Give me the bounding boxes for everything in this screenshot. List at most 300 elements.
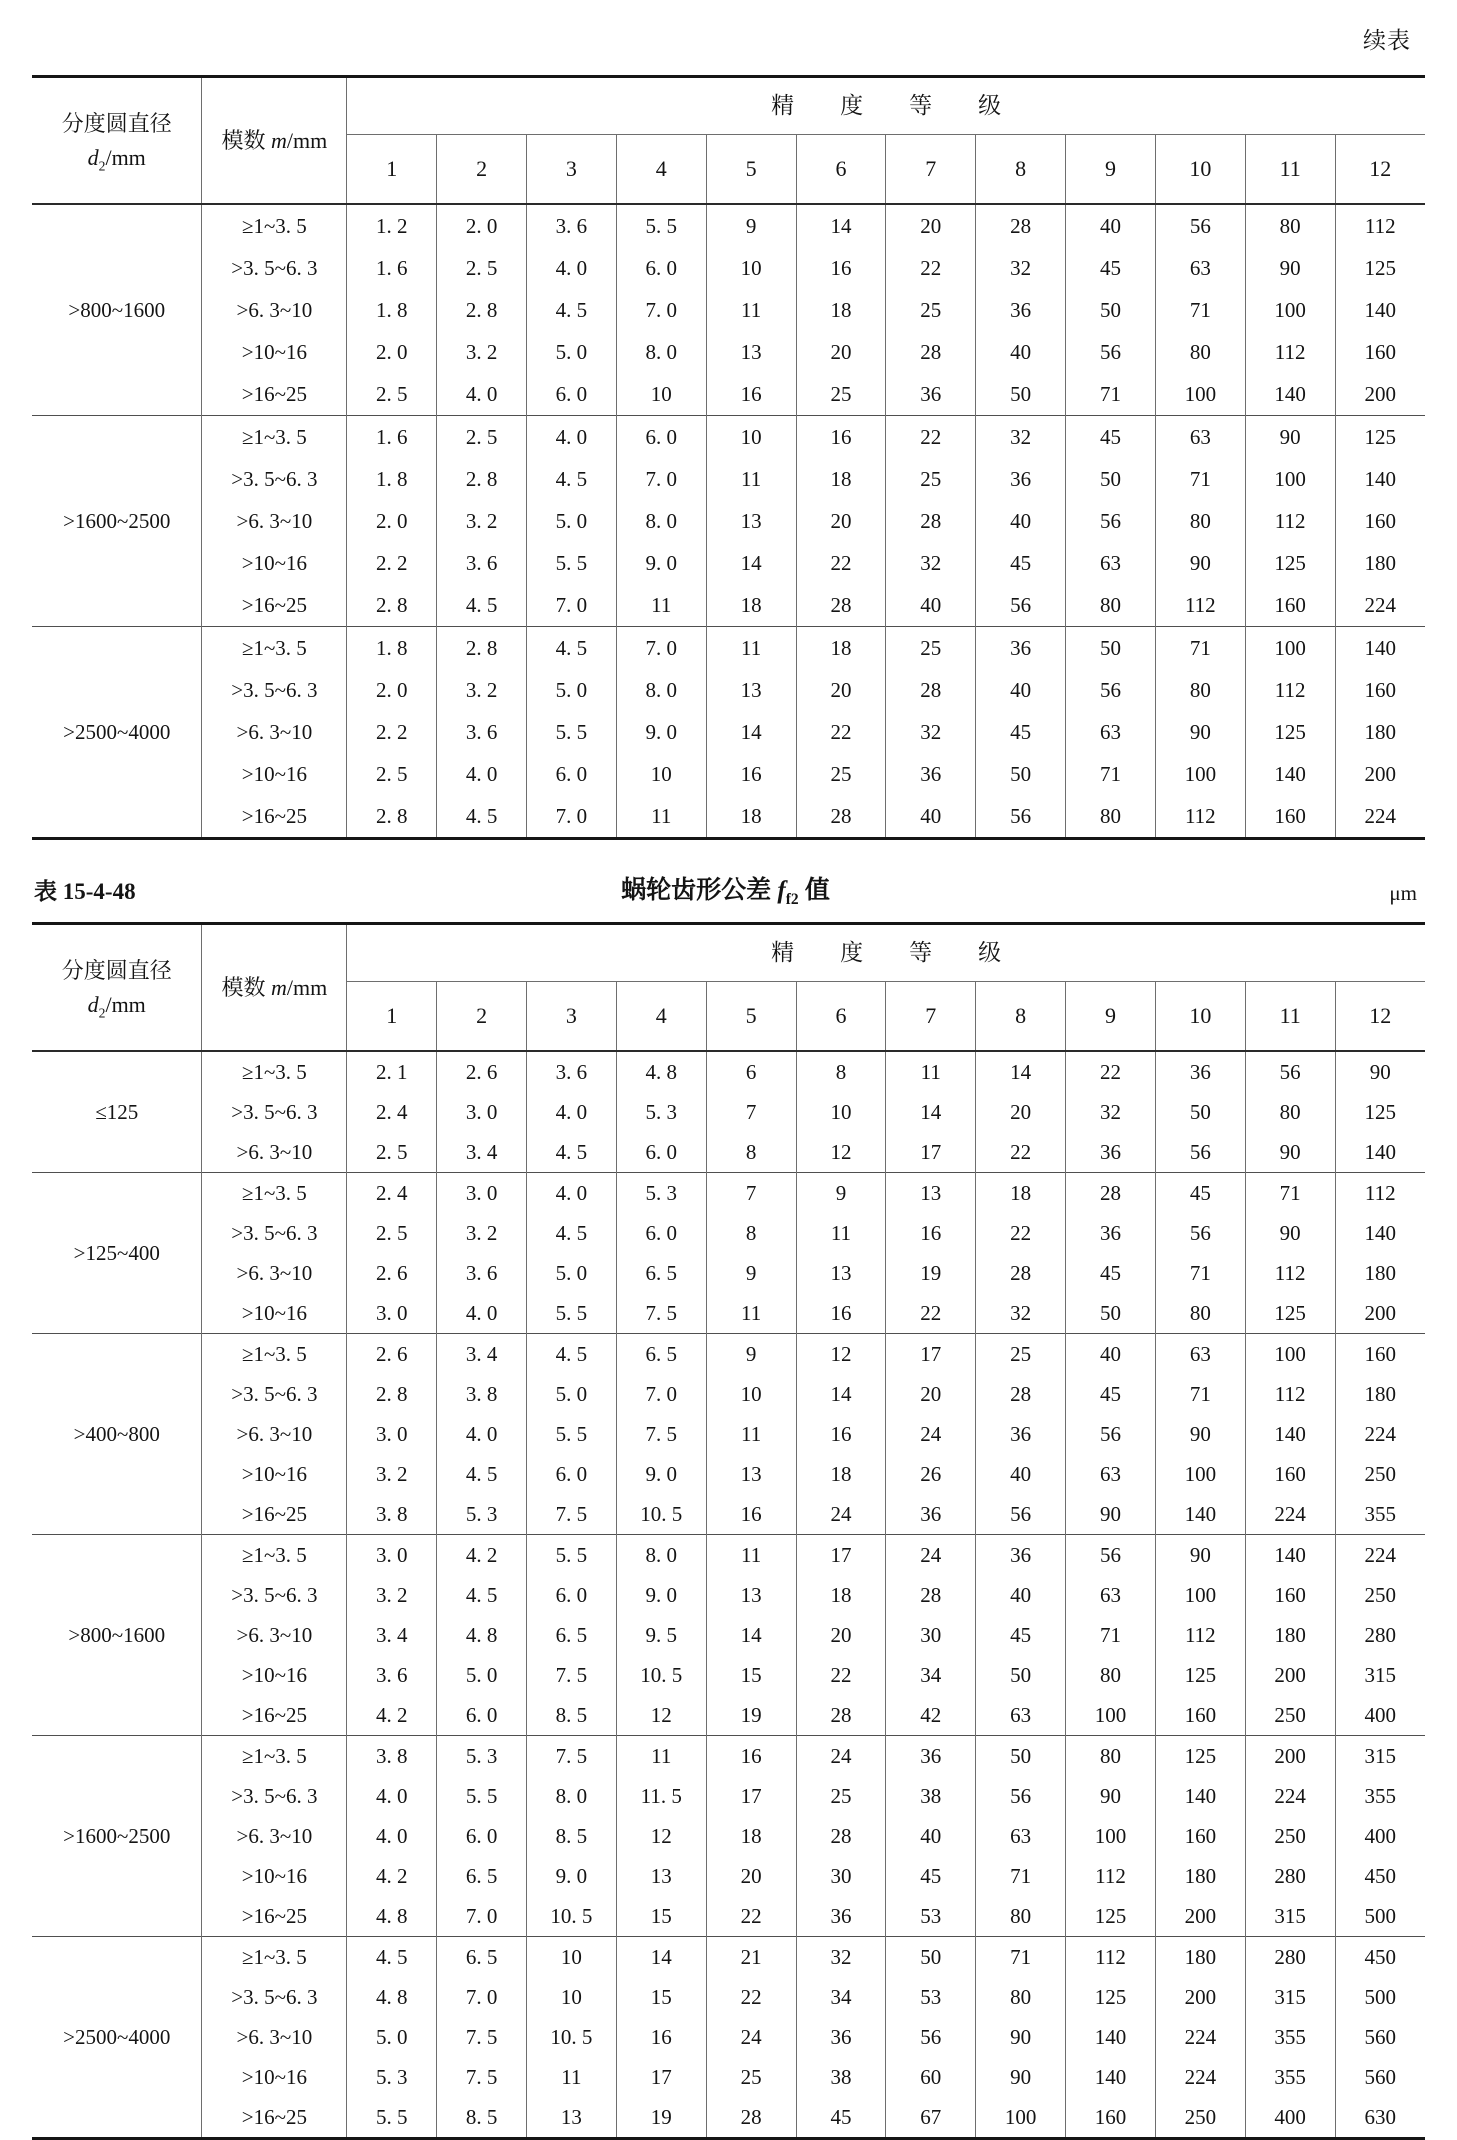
tolerance-value-cell: 90 bbox=[1155, 1535, 1245, 1576]
tolerance-value-cell: 140 bbox=[1245, 373, 1335, 416]
tolerance-value-cell: 4. 0 bbox=[347, 1776, 437, 1816]
accuracy-grade-header: 精 度 等 级 bbox=[347, 77, 1425, 135]
tolerance-value-cell: 24 bbox=[706, 2017, 796, 2057]
module-range-cell: >10~16 bbox=[202, 1454, 347, 1494]
tolerance-value-cell: 8. 0 bbox=[616, 500, 706, 542]
tolerance-value-cell: 112 bbox=[1155, 584, 1245, 627]
tolerance-value-cell: 28 bbox=[796, 584, 886, 627]
tolerance-value-cell: 11 bbox=[526, 2057, 616, 2097]
tolerance-value-cell: 7. 5 bbox=[437, 2017, 527, 2057]
table-title: 蜗轮齿形公差 $f_{f2}$ 值 bbox=[621, 877, 830, 908]
tolerance-value-cell: 9 bbox=[706, 1334, 796, 1375]
tolerance-value-cell: 2. 0 bbox=[347, 500, 437, 542]
tolerance-value-cell: 22 bbox=[886, 247, 976, 289]
tolerance-value-cell: 5. 5 bbox=[616, 204, 706, 247]
tolerance-value-cell: 2. 8 bbox=[437, 289, 527, 331]
tolerance-value-cell: 24 bbox=[796, 1736, 886, 1777]
tolerance-value-cell: 56 bbox=[976, 1776, 1066, 1816]
tolerance-value-cell: 140 bbox=[1335, 627, 1425, 670]
tolerance-value-cell: 40 bbox=[886, 584, 976, 627]
module-range-cell: >3. 5~6. 3 bbox=[202, 458, 347, 500]
tolerance-value-cell: 250 bbox=[1245, 1695, 1335, 1736]
tolerance-value-cell: 19 bbox=[886, 1253, 976, 1293]
tolerance-value-cell: 63 bbox=[1155, 247, 1245, 289]
tolerance-value-cell: 160 bbox=[1066, 2097, 1156, 2139]
tolerance-value-cell: 36 bbox=[796, 1896, 886, 1937]
tolerance-value-cell: 3. 0 bbox=[347, 1414, 437, 1454]
module-range-cell: >6. 3~10 bbox=[202, 2017, 347, 2057]
tolerance-value-cell: 71 bbox=[1155, 289, 1245, 331]
tolerance-value-cell: 9 bbox=[796, 1173, 886, 1214]
tolerance-value-cell: 56 bbox=[1066, 669, 1156, 711]
tolerance-value-cell: 1. 2 bbox=[347, 204, 437, 247]
tolerance-value-cell: 80 bbox=[1066, 584, 1156, 627]
tolerance-value-cell: 140 bbox=[1245, 753, 1335, 795]
tolerance-value-cell: 125 bbox=[1245, 711, 1335, 753]
tolerance-value-cell: 200 bbox=[1335, 1293, 1425, 1334]
tolerance-value-cell: 71 bbox=[1155, 1253, 1245, 1293]
tolerance-value-cell: 34 bbox=[886, 1655, 976, 1695]
tolerance-value-cell: 71 bbox=[1066, 373, 1156, 416]
tolerance-value-cell: 28 bbox=[976, 204, 1066, 247]
module-range-cell: >6. 3~10 bbox=[202, 711, 347, 753]
tolerance-value-cell: 80 bbox=[1155, 669, 1245, 711]
tolerance-value-cell: 28 bbox=[886, 1575, 976, 1615]
tolerance-value-cell: 50 bbox=[976, 1655, 1066, 1695]
tolerance-value-cell: 13 bbox=[706, 1575, 796, 1615]
tolerance-value-cell: 160 bbox=[1335, 1334, 1425, 1375]
tolerance-value-cell: 45 bbox=[976, 711, 1066, 753]
tolerance-value-cell: 250 bbox=[1335, 1575, 1425, 1615]
module-range-cell: ≥1~3. 5 bbox=[202, 1535, 347, 1576]
module-range-cell: >6. 3~10 bbox=[202, 289, 347, 331]
table-row bbox=[32, 542, 1425, 584]
tolerance-value-cell: 90 bbox=[1155, 711, 1245, 753]
tolerance-value-cell: 22 bbox=[796, 542, 886, 584]
diameter-range-cell: ≤125 bbox=[32, 1051, 202, 1173]
tolerance-value-cell: 63 bbox=[1155, 1334, 1245, 1375]
module-range-cell: >16~25 bbox=[202, 1494, 347, 1535]
table-row bbox=[32, 1374, 1425, 1414]
tolerance-value-cell: 32 bbox=[1066, 1092, 1156, 1132]
tolerance-value-cell: 2. 8 bbox=[347, 584, 437, 627]
tolerance-value-cell: 90 bbox=[1155, 1414, 1245, 1454]
tolerance-value-cell: 4. 0 bbox=[526, 416, 616, 459]
tolerance-value-cell: 10 bbox=[526, 1937, 616, 1978]
tolerance-value-cell: 19 bbox=[706, 1695, 796, 1736]
tolerance-value-cell: 56 bbox=[976, 584, 1066, 627]
module-range-cell: >3. 5~6. 3 bbox=[202, 1776, 347, 1816]
tolerance-value-cell: 3. 6 bbox=[437, 711, 527, 753]
tolerance-value-cell: 100 bbox=[1245, 627, 1335, 670]
tolerance-value-cell: 180 bbox=[1155, 1856, 1245, 1896]
module-range-cell: >3. 5~6. 3 bbox=[202, 1977, 347, 2017]
diameter-symbol-line: $d_2/mm$ bbox=[87, 144, 146, 173]
table-row bbox=[32, 1494, 1425, 1535]
tolerance-value-cell: 71 bbox=[1245, 1173, 1335, 1214]
tolerance-value-cell: 13 bbox=[706, 500, 796, 542]
tolerance-value-cell: 11 bbox=[706, 627, 796, 670]
module-range-cell: >3. 5~6. 3 bbox=[202, 1575, 347, 1615]
tolerance-value-cell: 6. 5 bbox=[526, 1615, 616, 1655]
tolerance-value-cell: 90 bbox=[1245, 1132, 1335, 1173]
tolerance-value-cell: 24 bbox=[886, 1535, 976, 1576]
module-column-header: 模数 m/mm bbox=[202, 77, 347, 205]
tolerance-value-cell: 32 bbox=[796, 1937, 886, 1978]
tolerance-value-cell: 140 bbox=[1335, 289, 1425, 331]
tolerance-value-cell: 63 bbox=[1066, 542, 1156, 584]
tolerance-value-cell: 11 bbox=[706, 289, 796, 331]
tolerance-value-cell: 2. 6 bbox=[347, 1253, 437, 1293]
tolerance-value-cell: 11 bbox=[886, 1051, 976, 1092]
tolerance-value-cell: 28 bbox=[886, 669, 976, 711]
diameter-range-cell: >800~1600 bbox=[32, 1535, 202, 1736]
tolerance-value-cell: 100 bbox=[976, 2097, 1066, 2139]
tolerance-value-cell: 100 bbox=[1155, 1575, 1245, 1615]
diameter-column-header bbox=[32, 77, 202, 205]
tolerance-value-cell: 125 bbox=[1066, 1896, 1156, 1937]
tolerance-value-cell: 2. 8 bbox=[437, 627, 527, 670]
tolerance-value-cell: 8 bbox=[706, 1132, 796, 1173]
tolerance-value-cell: 100 bbox=[1245, 1334, 1335, 1375]
tolerance-value-cell: 32 bbox=[976, 1293, 1066, 1334]
table-row bbox=[32, 753, 1425, 795]
tolerance-value-cell: 25 bbox=[886, 458, 976, 500]
table-row bbox=[32, 500, 1425, 542]
tolerance-value-cell: 9. 0 bbox=[616, 1454, 706, 1494]
tolerance-value-cell: 400 bbox=[1335, 1695, 1425, 1736]
grade-column-header: 1 bbox=[347, 982, 437, 1052]
tolerance-value-cell: 13 bbox=[616, 1856, 706, 1896]
tolerance-value-cell: 14 bbox=[886, 1092, 976, 1132]
tolerance-value-cell: 36 bbox=[886, 1736, 976, 1777]
tolerance-value-cell: 10 bbox=[616, 373, 706, 416]
tolerance-value-cell: 200 bbox=[1335, 753, 1425, 795]
module-range-cell: >3. 5~6. 3 bbox=[202, 669, 347, 711]
module-range-cell: >10~16 bbox=[202, 2057, 347, 2097]
tolerance-value-cell: 2. 5 bbox=[437, 416, 527, 459]
module-range-cell: ≥1~3. 5 bbox=[202, 627, 347, 670]
tolerance-value-cell: 22 bbox=[796, 711, 886, 753]
diameter-range-cell: >1600~2500 bbox=[32, 1736, 202, 1937]
tolerance-value-cell: 112 bbox=[1335, 1173, 1425, 1214]
tolerance-value-cell: 10. 5 bbox=[616, 1655, 706, 1695]
tolerance-value-cell: 5. 5 bbox=[526, 542, 616, 584]
grade-column-header: 12 bbox=[1335, 135, 1425, 205]
diameter-range-cell: >2500~4000 bbox=[32, 1937, 202, 2139]
tolerance-value-cell: 6. 0 bbox=[526, 1575, 616, 1615]
tolerance-value-cell: 3. 6 bbox=[526, 204, 616, 247]
tolerance-value-cell: 200 bbox=[1155, 1977, 1245, 2017]
tolerance-value-cell: 355 bbox=[1245, 2017, 1335, 2057]
tolerance-value-cell: 224 bbox=[1335, 795, 1425, 839]
tolerance-value-cell: 17 bbox=[796, 1535, 886, 1576]
tolerance-value-cell: 50 bbox=[1066, 627, 1156, 670]
tolerance-value-cell: 224 bbox=[1245, 1494, 1335, 1535]
tolerance-value-cell: 56 bbox=[976, 795, 1066, 839]
module-range-cell: >6. 3~10 bbox=[202, 1132, 347, 1173]
tolerance-value-cell: 2. 4 bbox=[347, 1173, 437, 1214]
tolerance-value-cell: 50 bbox=[976, 1736, 1066, 1777]
tolerance-value-cell: 6. 0 bbox=[616, 1213, 706, 1253]
tolerance-value-cell: 11 bbox=[706, 458, 796, 500]
tolerance-value-cell: 22 bbox=[796, 1655, 886, 1695]
tolerance-value-cell: 30 bbox=[886, 1615, 976, 1655]
tolerance-value-cell: 56 bbox=[1066, 1414, 1156, 1454]
tolerance-value-cell: 4. 5 bbox=[526, 458, 616, 500]
module-range-cell: >3. 5~6. 3 bbox=[202, 247, 347, 289]
tolerance-value-cell: 100 bbox=[1155, 753, 1245, 795]
tolerance-value-cell: 7. 0 bbox=[616, 627, 706, 670]
tolerance-value-cell: 40 bbox=[976, 500, 1066, 542]
tolerance-value-cell: 45 bbox=[1066, 1374, 1156, 1414]
tolerance-value-cell: 4. 2 bbox=[347, 1856, 437, 1896]
tolerance-value-cell: 63 bbox=[976, 1816, 1066, 1856]
tolerance-value-cell: 40 bbox=[1066, 204, 1156, 247]
tolerance-value-cell: 6. 0 bbox=[526, 1454, 616, 1494]
tolerance-value-cell: 36 bbox=[976, 289, 1066, 331]
diameter-range-cell: >125~400 bbox=[32, 1173, 202, 1334]
diameter-column-header bbox=[32, 924, 202, 1052]
tolerance-value-cell: 18 bbox=[796, 289, 886, 331]
tolerance-value-cell: 8. 5 bbox=[526, 1816, 616, 1856]
tolerance-value-cell: 7. 5 bbox=[437, 2057, 527, 2097]
tolerance-value-cell: 12 bbox=[796, 1334, 886, 1375]
table-row bbox=[32, 289, 1425, 331]
tolerance-value-cell: 3. 0 bbox=[347, 1293, 437, 1334]
tolerance-value-cell: 9. 0 bbox=[616, 542, 706, 584]
table-row bbox=[32, 1977, 1425, 2017]
tolerance-value-cell: 28 bbox=[796, 1695, 886, 1736]
tolerance-value-cell: 22 bbox=[886, 416, 976, 459]
tolerance-value-cell: 25 bbox=[796, 1776, 886, 1816]
tolerance-value-cell: 28 bbox=[976, 1374, 1066, 1414]
tolerance-value-cell: 45 bbox=[796, 2097, 886, 2139]
tolerance-value-cell: 14 bbox=[976, 1051, 1066, 1092]
tolerance-value-cell: 32 bbox=[886, 711, 976, 753]
tolerance-value-cell: 9. 0 bbox=[616, 711, 706, 753]
tolerance-value-cell: 13 bbox=[706, 331, 796, 373]
tolerance-value-cell: 400 bbox=[1335, 1816, 1425, 1856]
tolerance-value-cell: 12 bbox=[616, 1816, 706, 1856]
tolerance-value-cell: 5. 0 bbox=[526, 500, 616, 542]
tolerance-value-cell: 180 bbox=[1335, 711, 1425, 753]
table-row bbox=[32, 416, 1425, 459]
tolerance-value-cell: 125 bbox=[1245, 542, 1335, 584]
tolerance-value-cell: 16 bbox=[796, 1293, 886, 1334]
tolerance-value-cell: 5. 0 bbox=[526, 1374, 616, 1414]
tolerance-value-cell: 140 bbox=[1245, 1414, 1335, 1454]
table-row bbox=[32, 2017, 1425, 2057]
module-column-header: 模数 m/mm bbox=[202, 924, 347, 1052]
tolerance-value-cell: 7 bbox=[706, 1092, 796, 1132]
tolerance-value-cell: 3. 2 bbox=[437, 500, 527, 542]
grade-column-header: 5 bbox=[706, 135, 796, 205]
tolerance-value-cell: 2. 0 bbox=[347, 331, 437, 373]
tolerance-value-cell: 6. 0 bbox=[437, 1816, 527, 1856]
tolerance-value-cell: 140 bbox=[1335, 1213, 1425, 1253]
table-precision-grades-continued bbox=[32, 75, 1425, 840]
module-range-cell: >6. 3~10 bbox=[202, 1414, 347, 1454]
tolerance-value-cell: 11 bbox=[616, 795, 706, 839]
tolerance-value-cell: 11. 5 bbox=[616, 1776, 706, 1816]
tolerance-value-cell: 15 bbox=[616, 1896, 706, 1937]
tolerance-value-cell: 2. 5 bbox=[347, 753, 437, 795]
module-range-cell: ≥1~3. 5 bbox=[202, 1334, 347, 1375]
tolerance-value-cell: 36 bbox=[886, 373, 976, 416]
tolerance-value-cell: 32 bbox=[976, 416, 1066, 459]
tolerance-value-cell: 315 bbox=[1335, 1655, 1425, 1695]
tolerance-value-cell: 50 bbox=[886, 1937, 976, 1978]
tolerance-value-cell: 160 bbox=[1245, 795, 1335, 839]
module-range-cell: >3. 5~6. 3 bbox=[202, 1374, 347, 1414]
tolerance-value-cell: 5. 3 bbox=[616, 1173, 706, 1214]
tolerance-value-cell: 140 bbox=[1335, 458, 1425, 500]
module-range-cell: >16~25 bbox=[202, 795, 347, 839]
tolerance-value-cell: 20 bbox=[706, 1856, 796, 1896]
tolerance-value-cell: 25 bbox=[886, 627, 976, 670]
tolerance-value-cell: 6. 5 bbox=[437, 1937, 527, 1978]
tolerance-value-cell: 11 bbox=[616, 584, 706, 627]
tolerance-value-cell: 250 bbox=[1245, 1816, 1335, 1856]
tolerance-value-cell: 6. 5 bbox=[616, 1253, 706, 1293]
table-1-body bbox=[32, 204, 1425, 839]
tolerance-value-cell: 4. 5 bbox=[526, 1213, 616, 1253]
tolerance-value-cell: 15 bbox=[616, 1977, 706, 2017]
tolerance-value-cell: 18 bbox=[976, 1173, 1066, 1214]
tolerance-value-cell: 400 bbox=[1245, 2097, 1335, 2139]
tolerance-value-cell: 180 bbox=[1245, 1615, 1335, 1655]
tolerance-value-cell: 18 bbox=[796, 1575, 886, 1615]
tolerance-value-cell: 4. 5 bbox=[347, 1937, 437, 1978]
tolerance-value-cell: 45 bbox=[976, 542, 1066, 584]
tolerance-value-cell: 500 bbox=[1335, 1977, 1425, 2017]
table-row bbox=[32, 1856, 1425, 1896]
tolerance-value-cell: 13 bbox=[526, 2097, 616, 2139]
tolerance-value-cell: 45 bbox=[886, 1856, 976, 1896]
table-row bbox=[32, 627, 1425, 670]
tolerance-value-cell: 16 bbox=[706, 373, 796, 416]
tolerance-value-cell: 5. 3 bbox=[437, 1494, 527, 1535]
tolerance-value-cell: 63 bbox=[1155, 416, 1245, 459]
table-1-header bbox=[32, 77, 1425, 205]
tolerance-value-cell: 11 bbox=[706, 1414, 796, 1454]
table-row bbox=[32, 1896, 1425, 1937]
tolerance-value-cell: 6. 0 bbox=[616, 1132, 706, 1173]
diameter-label: 分度圆直径 bbox=[61, 958, 172, 983]
tolerance-value-cell: 4. 2 bbox=[347, 1695, 437, 1736]
tolerance-value-cell: 7. 0 bbox=[437, 1896, 527, 1937]
tolerance-value-cell: 4. 8 bbox=[347, 1896, 437, 1937]
tolerance-value-cell: 4. 8 bbox=[616, 1051, 706, 1092]
tolerance-value-cell: 40 bbox=[976, 669, 1066, 711]
tolerance-value-cell: 315 bbox=[1335, 1736, 1425, 1777]
tolerance-value-cell: 22 bbox=[976, 1213, 1066, 1253]
tolerance-value-cell: 4. 5 bbox=[437, 795, 527, 839]
module-range-cell: >3. 5~6. 3 bbox=[202, 1213, 347, 1253]
tolerance-value-cell: 20 bbox=[796, 1615, 886, 1655]
tolerance-value-cell: 4. 5 bbox=[437, 584, 527, 627]
module-range-cell: >3. 5~6. 3 bbox=[202, 1092, 347, 1132]
tolerance-value-cell: 18 bbox=[706, 584, 796, 627]
module-range-cell: >16~25 bbox=[202, 584, 347, 627]
tolerance-value-cell: 180 bbox=[1155, 1937, 1245, 1978]
tolerance-value-cell: 80 bbox=[1155, 1293, 1245, 1334]
table-row bbox=[32, 711, 1425, 753]
tolerance-value-cell: 26 bbox=[886, 1454, 976, 1494]
tolerance-value-cell: 355 bbox=[1335, 1776, 1425, 1816]
tolerance-value-cell: 160 bbox=[1245, 584, 1335, 627]
tolerance-value-cell: 28 bbox=[796, 1816, 886, 1856]
tolerance-value-cell: 125 bbox=[1066, 1977, 1156, 2017]
tolerance-value-cell: 90 bbox=[1245, 416, 1335, 459]
tolerance-value-cell: 90 bbox=[976, 2057, 1066, 2097]
tolerance-value-cell: 112 bbox=[1245, 1253, 1335, 1293]
tolerance-value-cell: 17 bbox=[886, 1334, 976, 1375]
module-range-cell: ≥1~3. 5 bbox=[202, 204, 347, 247]
tolerance-value-cell: 2. 0 bbox=[437, 204, 527, 247]
tolerance-value-cell: 8. 0 bbox=[616, 1535, 706, 1576]
module-range-cell: >6. 3~10 bbox=[202, 1253, 347, 1293]
tolerance-value-cell: 80 bbox=[976, 1977, 1066, 2017]
table-15-4-48 bbox=[32, 922, 1425, 2140]
tolerance-value-cell: 5. 0 bbox=[437, 1655, 527, 1695]
tolerance-value-cell: 63 bbox=[1066, 1454, 1156, 1494]
tolerance-value-cell: 7. 0 bbox=[616, 458, 706, 500]
tolerance-value-cell: 112 bbox=[1245, 331, 1335, 373]
tolerance-value-cell: 16 bbox=[706, 1494, 796, 1535]
tolerance-value-cell: 28 bbox=[796, 795, 886, 839]
tolerance-value-cell: 224 bbox=[1155, 2057, 1245, 2097]
grade-column-header: 4 bbox=[616, 135, 706, 205]
tolerance-value-cell: 24 bbox=[796, 1494, 886, 1535]
tolerance-value-cell: 3. 8 bbox=[437, 1374, 527, 1414]
tolerance-value-cell: 3. 2 bbox=[347, 1575, 437, 1615]
tolerance-value-cell: 112 bbox=[1155, 1615, 1245, 1655]
tolerance-value-cell: 18 bbox=[796, 627, 886, 670]
tolerance-value-cell: 224 bbox=[1335, 1414, 1425, 1454]
tolerance-value-cell: 90 bbox=[1066, 1776, 1156, 1816]
tolerance-value-cell: 16 bbox=[616, 2017, 706, 2057]
tolerance-value-cell: 90 bbox=[1335, 1051, 1425, 1092]
tolerance-value-cell: 6. 0 bbox=[526, 373, 616, 416]
tolerance-value-cell: 50 bbox=[1155, 1092, 1245, 1132]
tolerance-value-cell: 36 bbox=[976, 1535, 1066, 1576]
tolerance-value-cell: 28 bbox=[886, 500, 976, 542]
grade-column-header: 7 bbox=[886, 982, 976, 1052]
tolerance-value-cell: 2. 8 bbox=[347, 1374, 437, 1414]
tolerance-value-cell: 56 bbox=[1066, 331, 1156, 373]
tolerance-value-cell: 9 bbox=[706, 204, 796, 247]
tolerance-value-cell: 16 bbox=[706, 1736, 796, 1777]
tolerance-value-cell: 50 bbox=[1066, 1293, 1156, 1334]
tolerance-value-cell: 36 bbox=[886, 1494, 976, 1535]
tolerance-value-cell: 30 bbox=[796, 1856, 886, 1896]
grade-column-header: 5 bbox=[706, 982, 796, 1052]
tolerance-value-cell: 56 bbox=[976, 1494, 1066, 1535]
tolerance-value-cell: 36 bbox=[976, 627, 1066, 670]
module-range-cell: >10~16 bbox=[202, 1293, 347, 1334]
tolerance-value-cell: 13 bbox=[706, 669, 796, 711]
tolerance-value-cell: 22 bbox=[706, 1896, 796, 1937]
table-row bbox=[32, 1293, 1425, 1334]
tolerance-value-cell: 20 bbox=[796, 669, 886, 711]
tolerance-value-cell: 56 bbox=[1245, 1051, 1335, 1092]
tolerance-value-cell: 80 bbox=[1155, 331, 1245, 373]
tolerance-value-cell: 90 bbox=[1245, 1213, 1335, 1253]
tolerance-value-cell: 2. 6 bbox=[437, 1051, 527, 1092]
tolerance-value-cell: 40 bbox=[1066, 1334, 1156, 1375]
